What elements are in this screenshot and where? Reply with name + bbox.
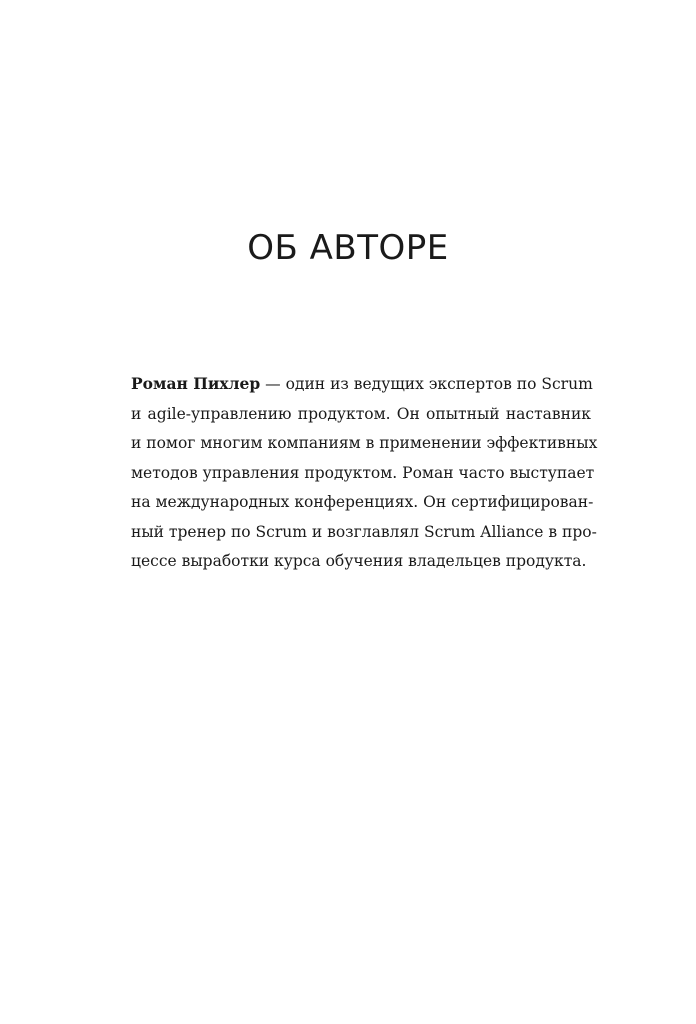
bio-line-1-text: — один из ведущих экспертов по Scrum [260,375,593,393]
section-heading: ОБ АВТОРЕ [247,228,449,268]
bio-line-7: цессе выработки курса обучения владельцев продукта. [131,552,587,570]
bio-line-2: и agile-управлению продуктом. Он опытный наставник [131,404,591,423]
bio-line-4: методов управления продуктом. Роман часто выступает [131,463,595,482]
bio-line-1 [131,369,591,400]
bio-line-5: на международных конференциях. Он сертифицирован- [131,493,594,511]
bio-line-6: ный тренер по Scrum и возглавлял Scrum Alliance в про- [131,522,597,541]
author-name: Роман Пихлер [131,374,261,393]
author-bio-paragraph [131,369,598,577]
bio-line-3: и помог многим компаниям в применении эффективных [131,434,598,452]
